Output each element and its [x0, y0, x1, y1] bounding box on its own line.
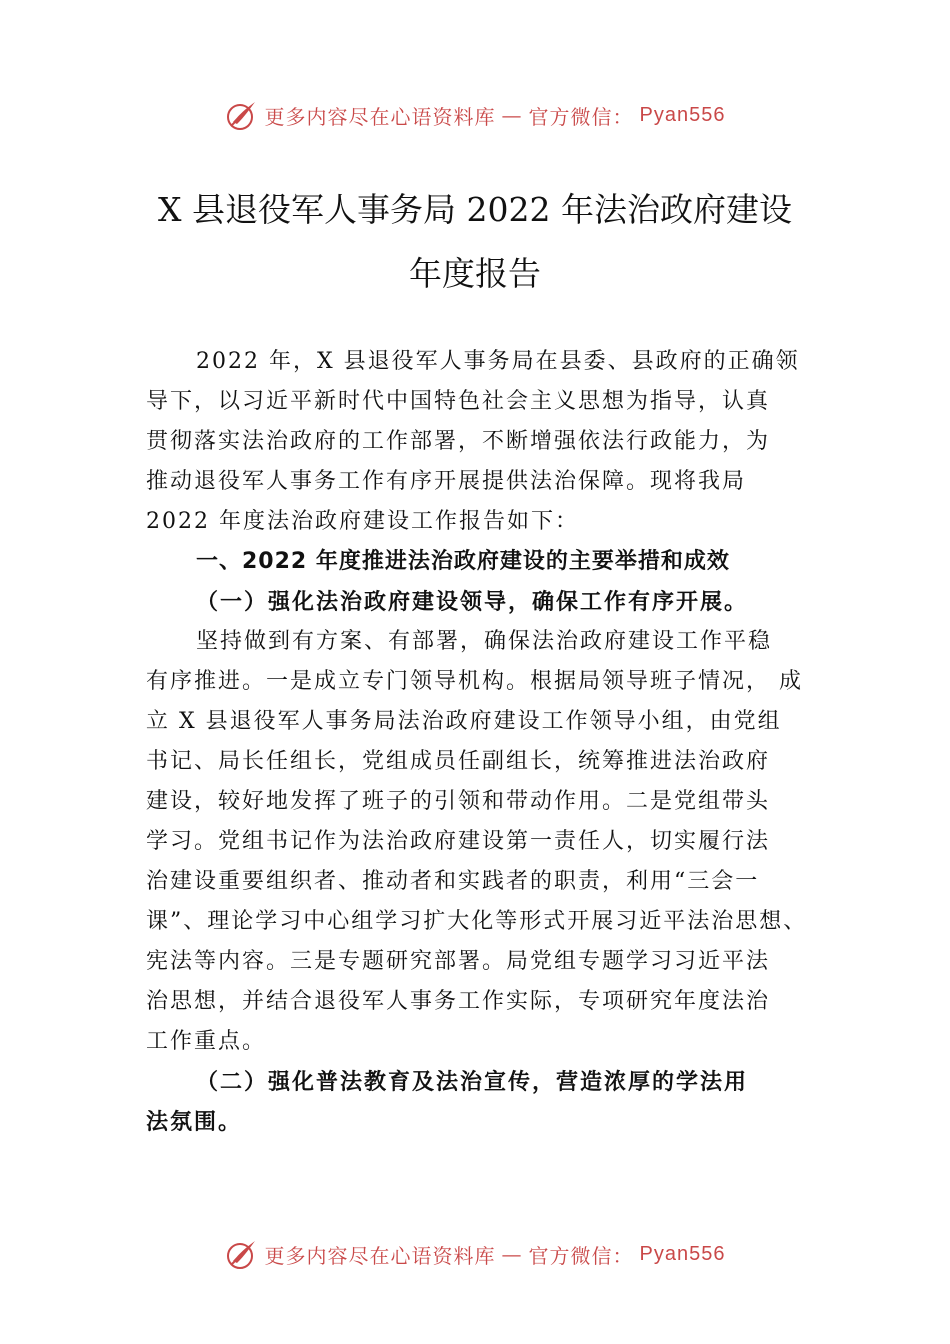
watermark-footer: [0, 1234, 950, 1274]
document-title: [0, 178, 950, 306]
paragraph-line: 书记、局长任组长，党组成员任副组长，统筹推进法治政府: [146, 749, 771, 774]
watermark-wechat-id: Pyan556: [639, 103, 726, 126]
paragraph-line: 工作重点。: [146, 1029, 267, 1054]
paragraph-line: 坚持做到有方案、有部署，确保法治政府建设工作平稳: [196, 629, 773, 654]
watermark-separator: —: [501, 103, 523, 127]
watermark-separator: —: [501, 1242, 523, 1266]
watermark-wechat-id: Pyan556: [639, 1242, 726, 1265]
watermark-label: 官方微信：: [528, 104, 634, 129]
paragraph-line: 课”、理论学习中心组学习扩大化等形式开展习近平法治思想、: [146, 909, 808, 934]
paragraph-line: 建设，较好地发挥了班子的引领和带动作用。二是党组带头: [146, 789, 771, 814]
quill-seal-icon: [225, 98, 259, 132]
quill-seal-icon: [225, 1237, 259, 1271]
subsection-heading-2: （二）强化普法教育及法治宣传，营造浓厚的学法用: [196, 1069, 749, 1095]
paragraph-line: 立 X 县退役军人事务局法治政府建设工作领导小组，由党组: [146, 709, 782, 734]
paragraph-line: 学习。党组书记作为法治政府建设第一责任人，切实履行法: [146, 829, 771, 854]
title-line-1: X 县退役军人事务局 2022 年法治政府建设: [158, 190, 792, 229]
watermark-text: 更多内容尽在心语资料库: [264, 104, 496, 129]
paragraph-line: 推动退役军人事务工作有序开展提供法治保障。现将我局: [146, 469, 747, 494]
subsection-heading-1: （一）强化法治政府建设领导，确保工作有序开展。: [196, 589, 749, 615]
paragraph-line: 2022 年度法治政府建设工作报告如下：: [146, 509, 579, 534]
paragraph-line: 治思想，并结合退役军人事务工作实际，专项研究年度法治: [146, 989, 771, 1014]
title-line-2: 年度报告: [409, 254, 541, 293]
paragraph-line: 贯彻落实法治政府的工作部署，不断增强依法行政能力，为: [146, 429, 771, 454]
paragraph-line: 有序推进。一是成立专门领导机构。根据局领导班子情况， 成: [146, 669, 803, 694]
watermark-header: [0, 95, 950, 135]
document-body: [146, 342, 816, 1142]
paragraph-line: 2022 年，X 县退役军人事务局在县委、县政府的正确领: [196, 349, 800, 374]
paragraph-line: 治建设重要组织者、推动者和实践者的职责，利用“三会一: [146, 869, 760, 894]
subsection-heading-2-cont: 法氛围。: [146, 1109, 243, 1135]
watermark-text: 更多内容尽在心语资料库: [264, 1243, 496, 1268]
section-heading-1: 一、2022 年度推进法治政府建设的主要举措和成效: [196, 549, 730, 574]
paragraph-line: 宪法等内容。三是专题研究部署。局党组专题学习习近平法: [146, 949, 771, 974]
watermark-label: 官方微信：: [528, 1243, 634, 1268]
paragraph-line: 导下，以习近平新时代中国特色社会主义思想为指导，认真: [146, 389, 771, 414]
